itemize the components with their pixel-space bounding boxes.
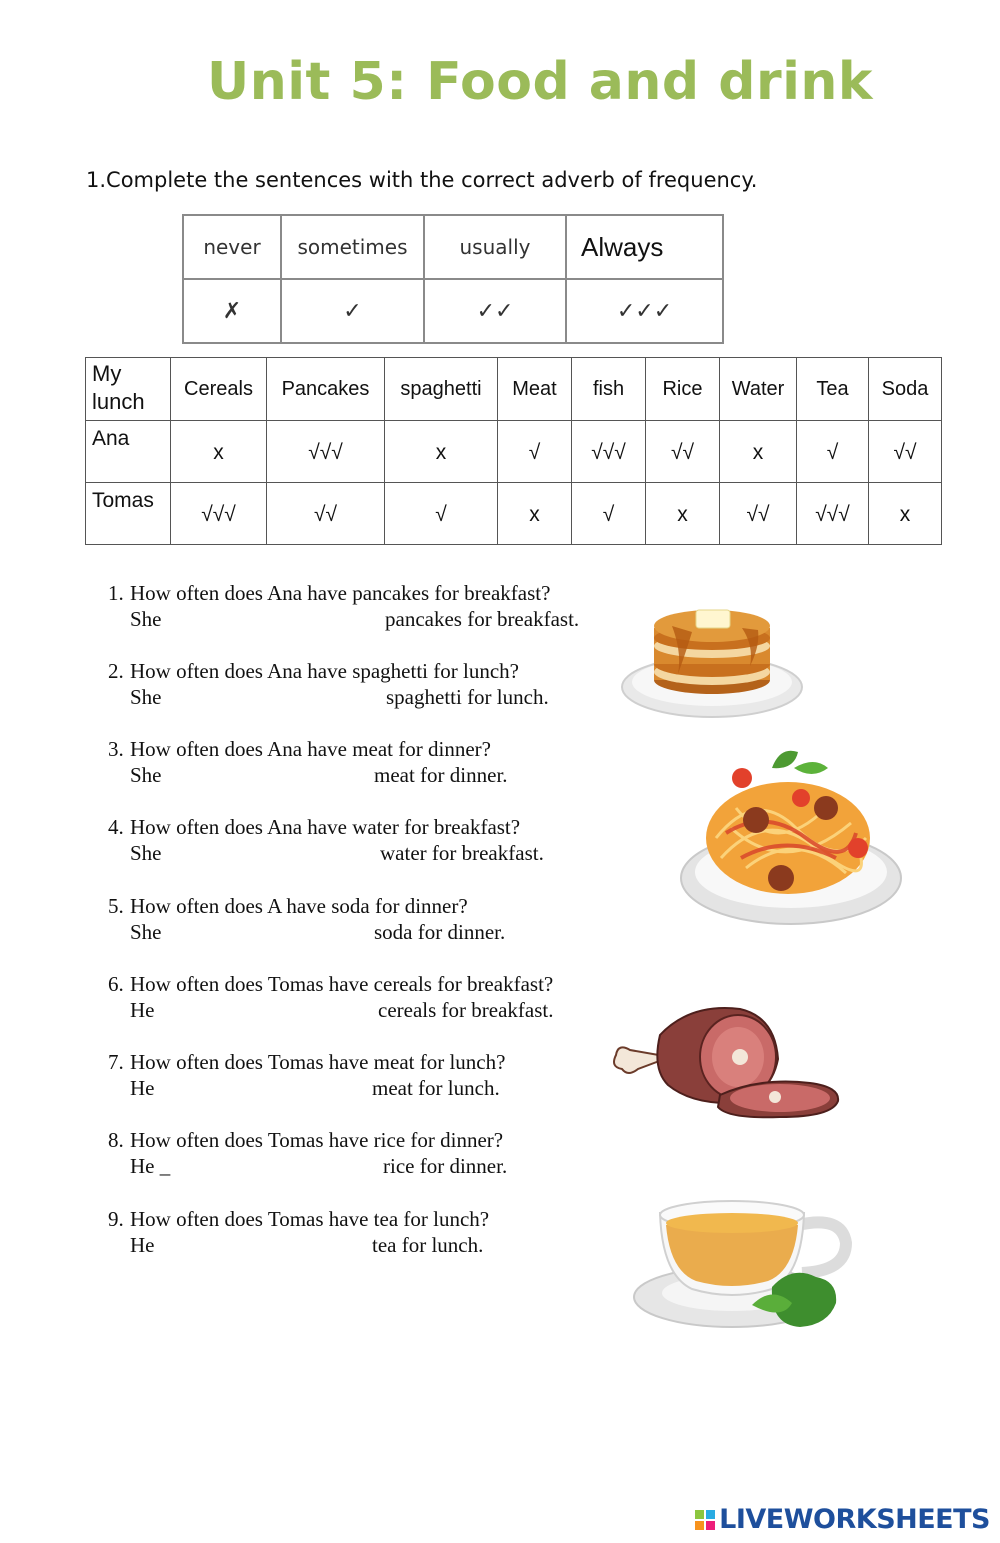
ham-image [610,995,842,1123]
question-item [108,814,544,866]
column-header: Tea [797,358,869,421]
answer-ending: soda for dinner. [374,920,506,944]
question-number: 7. [108,1050,124,1074]
table-cell: x [720,421,797,483]
column-header: Cereals [171,358,267,421]
legend-symbol: ✓ [281,279,424,343]
question-text: How often does A have soda for dinner? [130,894,468,918]
answer-pronoun: She [130,920,162,944]
answer-ending: meat for lunch. [372,1076,500,1100]
question-item [108,1206,489,1258]
row-name: Tomas [86,483,171,545]
table-cell: √ [385,483,498,545]
table-corner-label: My lunch [86,358,171,421]
legend-header: usually [424,215,566,279]
table-cell: √ [572,483,646,545]
table-cell: √√ [646,421,720,483]
question-item [108,1049,505,1101]
question-item [108,658,549,710]
question-item [108,1127,508,1179]
spaghetti-image [676,738,906,930]
table-cell: x [869,483,942,545]
table-row [86,483,942,545]
table-cell: x [171,421,267,483]
question-item [108,580,580,632]
column-header: Meat [498,358,572,421]
question-text: How often does Tomas have meat for lunch? [130,1050,506,1074]
answer-ending: cereals for breakfast. [378,998,554,1022]
question-text: How often does Ana have pancakes for breakfast? [130,581,551,605]
question-item [108,971,553,1023]
answer-pronoun: He _ [130,1154,171,1178]
legend-symbol: ✗ [183,279,281,343]
answer-ending: water for breakfast. [380,841,544,865]
legend-symbol: ✓✓ [424,279,566,343]
answer-ending: meat for dinner. [374,763,508,787]
answer-pronoun: She [130,685,162,709]
answer-pronoun: He [130,1233,155,1257]
question-text: How often does Tomas have rice for dinner? [130,1128,504,1152]
table-cell: √ [498,421,572,483]
table-cell: x [646,483,720,545]
question-number: 9. [108,1207,124,1231]
liveworksheets-logo [695,1504,990,1535]
pancakes-image [612,582,832,727]
question-text: How often does Tomas have cereals for breakfast? [130,972,554,996]
column-header: Water [720,358,797,421]
answer-ending: tea for lunch. [372,1233,484,1257]
question-text: How often does Ana have meat for dinner? [130,737,491,761]
logo-icon [695,1510,715,1530]
question-number: 4. [108,815,124,839]
table-cell: √√ [869,421,942,483]
brand-name: LIVEWORKSHEETS [719,1504,990,1535]
frequency-legend-table [182,214,724,344]
table-cell: x [498,483,572,545]
question-text: How often does Tomas have tea for lunch? [130,1207,490,1231]
question-text: How often does Ana have water for breakfast? [130,815,521,839]
question-number: 2. [108,659,124,683]
table-cell: √√√ [572,421,646,483]
question-number: 8. [108,1128,124,1152]
tea-cup-image [632,1185,857,1335]
legend-header: sometimes [281,215,424,279]
table-cell: √√√ [171,483,267,545]
table-row [86,421,942,483]
question-item [108,893,506,945]
legend-header: never [183,215,281,279]
answer-pronoun: She [130,841,162,865]
question-item [108,736,508,788]
table-cell: x [385,421,498,483]
table-cell: √√ [720,483,797,545]
lunch-table [85,357,942,545]
answer-pronoun: He [130,998,155,1022]
answer-ending: pancakes for breakfast. [385,607,580,631]
question-number: 6. [108,972,124,996]
question-number: 5. [108,894,124,918]
legend-header: Always [566,215,723,279]
instruction-text: 1.Complete the sentences with the correct adverb of frequency. [86,168,758,192]
answer-pronoun: She [130,607,162,631]
column-header: fish [572,358,646,421]
table-cell: √√ [267,483,385,545]
column-header: Rice [646,358,720,421]
page-title: Unit 5: Food and drink [206,52,874,112]
answer-ending: spaghetti for lunch. [386,685,549,709]
legend-symbol: ✓✓✓ [566,279,723,343]
column-header: Pancakes [267,358,385,421]
table-cell: √√√ [267,421,385,483]
column-header: spaghetti [385,358,498,421]
question-text: How often does Ana have spaghetti for lunch? [130,659,519,683]
table-cell: √ [797,421,869,483]
question-number: 1. [108,581,124,605]
answer-ending: rice for dinner. [383,1154,508,1178]
column-header: Soda [869,358,942,421]
answer-pronoun: He [130,1076,155,1100]
table-cell: √√√ [797,483,869,545]
row-name: Ana [86,421,171,483]
question-number: 3. [108,737,124,761]
answer-pronoun: She [130,763,162,787]
